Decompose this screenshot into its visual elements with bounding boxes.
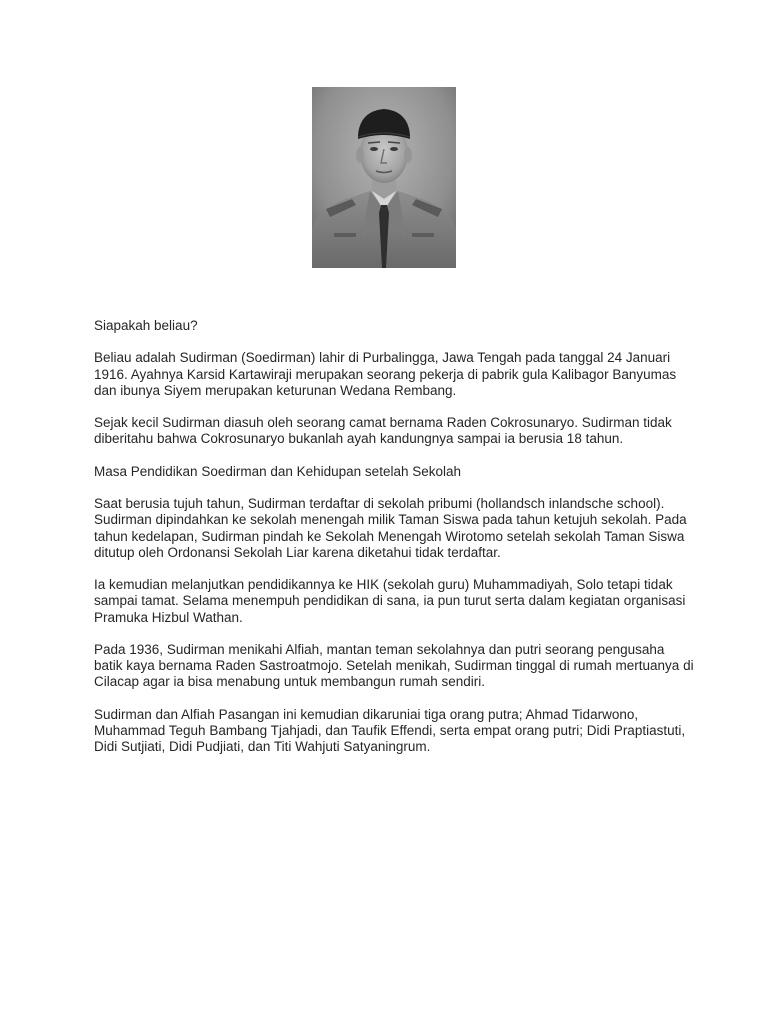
paragraph-birth: Beliau adalah Sudirman (Soedirman) lahir di Purbalingga, Jawa Tengah pada tanggal 24 Januari 1916. Ayahnya Karsid Kartawiraji merupakan seorang pekerja di pabrik gula Kalibagor Banyumas dan ibunya Siyem merupakan keturunan Wedana Rembang. xyxy=(94,350,677,398)
portrait-photo xyxy=(312,87,456,268)
paragraph-children: Sudirman dan Alfiah Pasangan ini kemudian dikaruniai tiga orang putra; Ahmad Tidarwono, Muhammad Teguh Bambang Tjahjadi, dan Taufik Effendi, serta empat orang putri; Didi Praptiastuti, Didi Sutjiati, Didi Pudjiati, dan Titi Wahjuti Satyaningrum. xyxy=(94,706,686,755)
paragraph-childhood: Sejak kecil Sudirman diasuh oleh seorang camat bernama Raden Cokrosunaryo. Sudirman tidak diberitahu bahwa Cokrosunaryo bukanlah ayah kandungnya sampai ia berusia 18 tahun. xyxy=(94,415,672,447)
paragraph-schooling: Saat berusia tujuh tahun, Sudirman terdaftar di sekolah pribumi (hollandsch inlandsche school). Sudirman dipindahkan ke sekolah menengah milik Taman Siswa pada tahun ketujuh sekolah. Pada tahun kedelapan, Sudirman pindah ke Sekolah Menengah Wirotomo setelah sekolah Taman Siswa ditutup oleh Ordonansi Sekolah Liar karena diketahui tidak terdaftar. xyxy=(94,496,687,560)
paragraph-marriage: Pada 1936, Sudirman menikahi Alfiah, mantan teman sekolahnya dan putri seorang pengusaha batik kaya bernama Raden Sastroatmojo. Setelah menikah, Sudirman tinggal di rumah mertuanya di Cilacap agar ia bisa menabung untuk membangun rumah sendiri. xyxy=(94,641,694,690)
section-heading-education: Masa Pendidikan Soedirman dan Kehidupan setelah Sekolah xyxy=(94,463,462,479)
paragraph-hik: Ia kemudian melanjutkan pendidikannya ke HIK (sekolah guru) Muhammadiyah, Solo tetapi tidak sampai tamat. Selama menempuh pendidikan di sana, ia pun turut serta dalam kegiatan organisasi Pramuka Hizbul Wathan. xyxy=(94,577,686,625)
question-heading: Siapakah beliau? xyxy=(94,318,198,333)
document-body xyxy=(94,318,694,772)
